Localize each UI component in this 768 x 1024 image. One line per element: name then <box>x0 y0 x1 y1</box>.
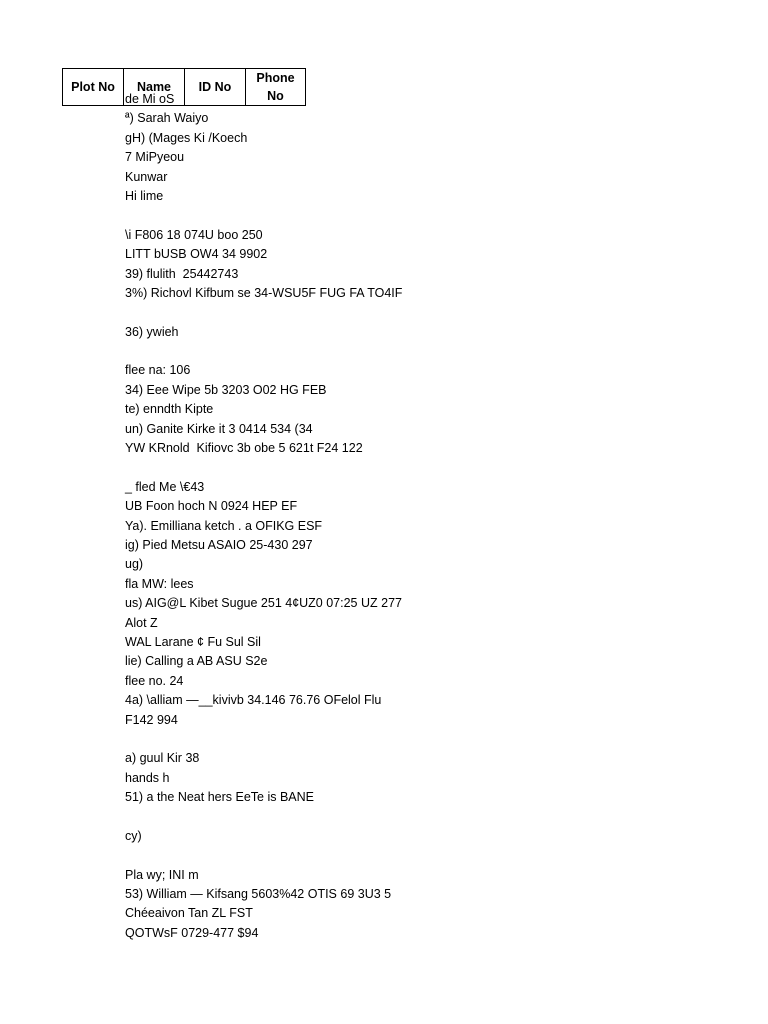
text-line: ig) Pied Metsu ASAIO 25-430 297 <box>125 537 313 552</box>
text-line: a) guul Kir 38 <box>125 751 200 766</box>
text-line: 3%) Richovl Kifbum se 34-WSU5F FUG FA TO4IF <box>125 285 403 300</box>
text-line: hands h <box>125 770 170 785</box>
text-line: cy) <box>125 828 142 843</box>
text-line: flee no. 24 <box>125 673 184 688</box>
text-line: QOTWsF 0729-477 $94 <box>125 925 259 940</box>
text-line: UB Foon hoch N 0924 HEP EF <box>125 499 298 514</box>
text-line: WAL Larane ¢ Fu Sul Sil <box>125 634 261 649</box>
text-line: ug) <box>125 557 144 572</box>
text-line: 36) ywieh <box>125 324 179 339</box>
text-line: fla MW: lees <box>125 576 194 591</box>
header-id-no: ID No <box>185 69 246 106</box>
text-line: Alot Z <box>125 615 158 630</box>
text-line: Pla wy; INI m <box>125 867 199 882</box>
text-line: flee na: 106 <box>125 363 191 378</box>
text-line: YW KRnold Kifiovc 3b obe 5 621t F24 122 <box>125 441 363 456</box>
text-line <box>125 730 402 749</box>
text-line: Hi lime <box>125 188 164 203</box>
text-line: \i F806 18 074U boo 250 <box>125 227 263 242</box>
text-line <box>125 303 402 322</box>
text-line: F142 994 <box>125 712 178 727</box>
text-line: 7 MiPyeou <box>125 150 185 165</box>
text-line: 51) a the Neat hers EeTe is BANE <box>125 790 314 805</box>
text-line <box>125 458 402 477</box>
text-line: 34) Eee Wipe 5b 3203 O02 HG FEB <box>125 382 327 397</box>
text-line: ª) Sarah Waiyo <box>125 111 209 126</box>
text-line: te) enndth Kipte <box>125 402 214 417</box>
header-plot-no: Plot No <box>63 69 124 106</box>
text-line: gH) (Mages Ki /Koech <box>125 130 248 145</box>
text-line: 4a) \alliam —__kivivb 34.146 76.76 OFelol Flu <box>125 693 382 708</box>
text-line: Kunwar <box>125 169 168 184</box>
text-line: de Mi oS <box>125 92 175 106</box>
text-line <box>125 342 402 361</box>
header-phone-no: Phone No <box>246 69 306 106</box>
header-name: Name <box>124 69 185 106</box>
text-line <box>125 206 402 225</box>
text-line: _ fled Me \€43 <box>125 479 205 494</box>
text-line: Chéeaivon Tan ZL FST <box>125 906 253 921</box>
text-line <box>125 807 402 826</box>
text-lines <box>125 90 402 943</box>
text-line: Ya). Emilliana ketch . a OFIKG ESF <box>125 518 323 533</box>
text-line: us) AIG@L Kibet Sugue 251 4¢UZ0 07:25 UZ 277 <box>125 596 402 611</box>
text-line: un) Ganite Kirke it 3 0414 534 (34 <box>125 421 313 436</box>
text-line <box>125 846 402 865</box>
text-line: LITT bUSB OW4 34 9902 <box>125 247 268 262</box>
text-line: 53) William — Kifsang 5603%42 OTIS 69 3U3 5 <box>125 887 392 902</box>
text-line: lie) Calling a AB ASU S2e <box>125 654 268 669</box>
text-line: 39) flulith 25442743 <box>125 266 239 281</box>
